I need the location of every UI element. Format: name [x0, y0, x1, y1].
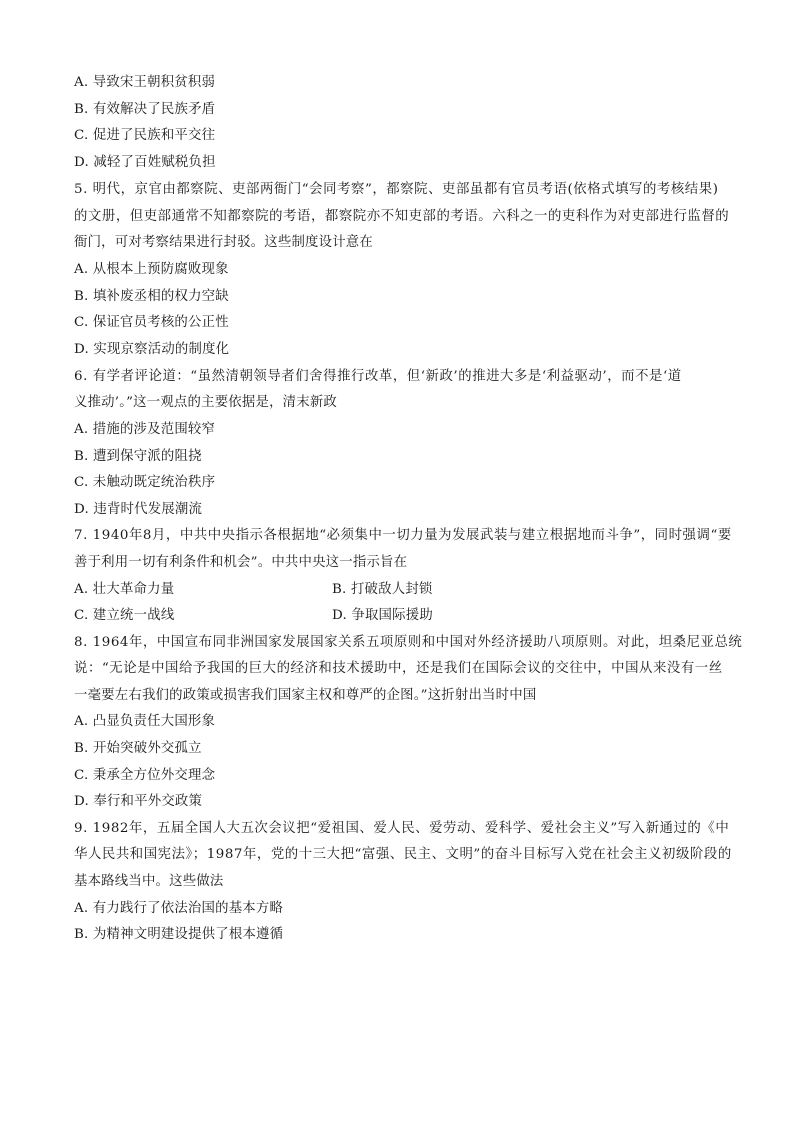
q9-option-b: B. 为精神文明建设提供了根本遵循: [74, 927, 284, 942]
q6-option-d: D. 违背时代发展潮流: [74, 502, 203, 517]
q8-stem-line-2: 说：“无论是中国给予我国的巨大的经济和技术援助中，还是我们在国际会议的交往中，中国从来没有一丝: [74, 661, 723, 676]
q7-option-a: A. 壮大革命力量: [74, 582, 175, 597]
q5-stem-line-3: 衙门，可对考察结果进行封驳。这些制度设计意在: [74, 235, 373, 250]
q7-option-d: D. 争取国际援助: [332, 608, 433, 623]
q5-stem-line-1: 5. 明代，京官由都察院、吏部两衙门“会同考察”，都察院、吏部虽都有官员考语(依格式填写的考核结果): [74, 182, 719, 197]
q4-option-b: B. 有效解决了民族矛盾: [74, 102, 216, 117]
q8-option-a: A. 凸显负责任大国形象: [74, 714, 216, 729]
q8-option-c: C. 秉承全方位外交理念: [74, 768, 216, 783]
q4-option-c: C. 促进了民族和平交往: [74, 128, 216, 143]
q6-option-b: B. 遭到保守派的阻挠: [74, 449, 202, 464]
q7-option-b: B. 打破敌人封锁: [332, 582, 433, 597]
q5-option-a: A. 从根本上预防腐败现象: [74, 262, 229, 277]
q8-option-b: B. 开始突破外交孤立: [74, 741, 202, 756]
q6-stem-line-2: 义推动’。”这一观点的主要依据是，清末新政: [74, 395, 338, 410]
q6-stem-line-1: 6. 有学者评论道：“虽然清朝领导者们舍得推行改革，但‘新政’的推进大多是‘利益驱动’，而不是‘道: [74, 369, 682, 384]
q7-option-c: C. 建立统一战线: [74, 608, 175, 623]
q8-stem-line-3: 一毫要左右我们的政策或损害我们国家主权和尊严的企图。”这折射出当时中国: [74, 688, 537, 703]
q9-stem-line-1: 9. 1982年，五届全国人大五次会议把“爱祖国、爱人民、爱劳动、爱科学、爱社会主义”写入新通过的《中: [74, 821, 730, 836]
q9-stem-line-3: 基本路线当中。这些做法: [74, 874, 224, 889]
q8-stem-line-1: 8. 1964年，中国宣布同非洲国家发展国家关系五项原则和中国对外经济援助八项原则。对此，坦桑尼亚总统: [74, 635, 743, 650]
q6-option-c: C. 未触动既定统治秩序: [74, 475, 216, 490]
q6-option-a: A. 措施的涉及范围较窄: [74, 422, 216, 437]
q7-stem-line-1: 7. 1940年8月，中共中央指示各根据地“必须集中一切力量为发展武装与建立根据地而斗争”，同时强调“要: [74, 528, 732, 543]
q4-option-a: A. 导致宋王朝积贫积弱: [74, 75, 216, 90]
q9-option-a: A. 有力践行了依法治国的基本方略: [74, 901, 284, 916]
q4-option-d: D. 减轻了百姓赋税负担: [74, 155, 216, 170]
q5-option-d: D. 实现京察活动的制度化: [74, 342, 230, 357]
q9-stem-line-2: 华人民共和国宪法》；1987年，党的十三大把“富强、民主、文明”的奋斗目标写入党在社会主义初级阶段的: [74, 847, 732, 862]
q8-option-d: D. 奉行和平外交政策: [74, 794, 203, 809]
q5-option-c: C. 保证官员考核的公正性: [74, 315, 229, 330]
q5-option-b: B. 填补废丞相的权力空缺: [74, 289, 229, 304]
q7-stem-line-2: 善于利用一切有利条件和机会”。中共中央这一指示旨在: [74, 555, 408, 570]
q5-stem-line-2: 的文册，但吏部通常不知都察院的考语，都察院亦不知吏部的考语。六科之一的吏科作为对吏部进行监督的: [74, 209, 730, 224]
